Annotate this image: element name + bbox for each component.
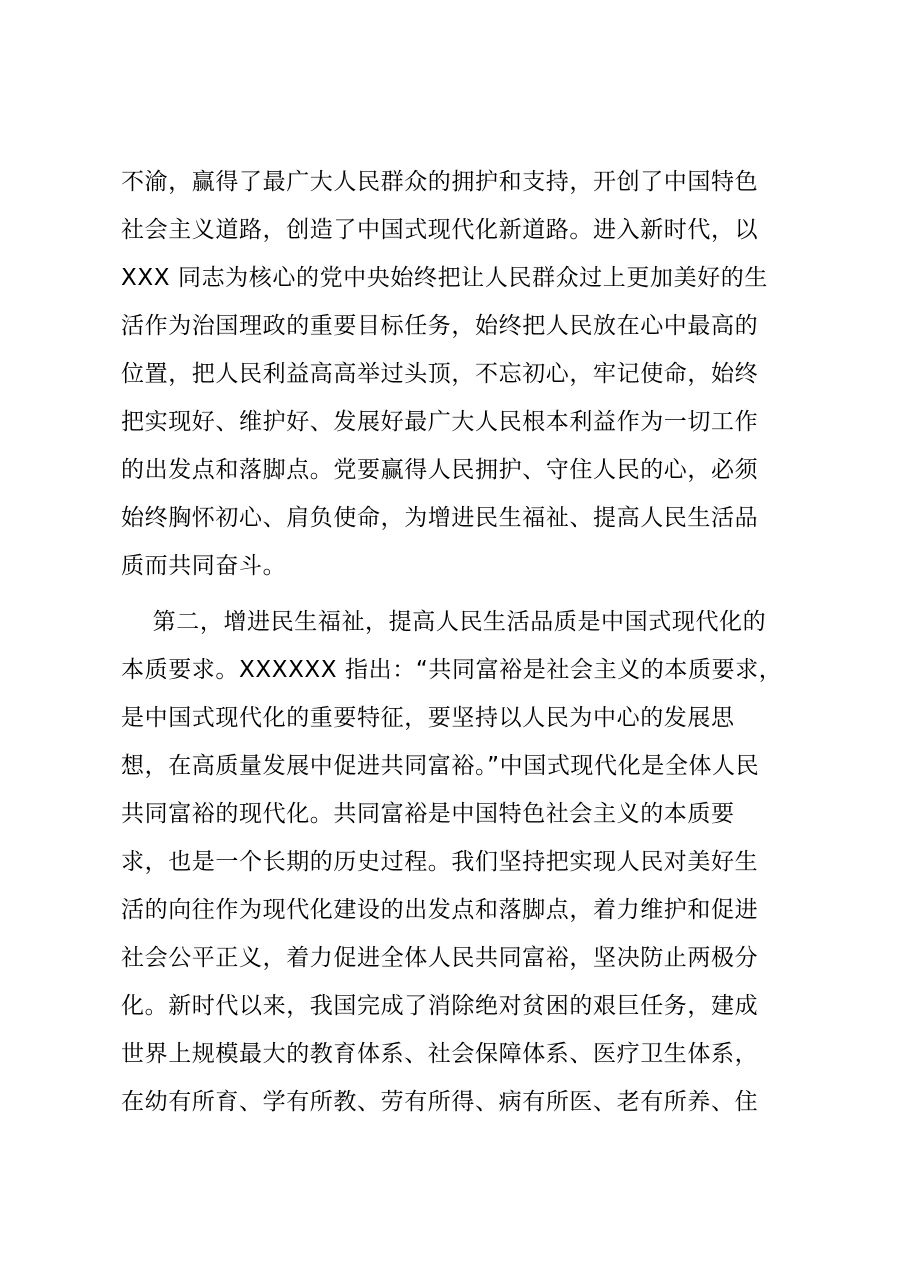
- paragraph-line: 社会公平正义，着力促进全体人民共同富裕，坚决防止两极分: [121, 945, 759, 971]
- paragraph-line: 共同富裕的现代化。共同富裕是中国特色社会主义的本质要: [121, 801, 735, 827]
- paragraph-2: [121, 598, 797, 1126]
- paragraph-line: 不渝，赢得了最广大人民群众的拥护和支持，开创了中国特色: [121, 169, 759, 195]
- paragraph-line: 本质要求。XXXXXX 指出：“共同富裕是社会主义的本质要求，: [121, 657, 783, 683]
- paragraph-line: 求，也是一个长期的历史过程。我们坚持把实现人民对美好生: [121, 849, 759, 875]
- paragraph-line: 始终胸怀初心、肩负使命，为增进民生福祉、提高人民生活品: [121, 505, 759, 531]
- paragraph-line: 社会主义道路，创造了中国式现代化新道路。进入新时代，以: [121, 217, 759, 243]
- paragraph-line: 活作为治国理政的重要目标任务，始终把人民放在心中最高的: [121, 313, 759, 339]
- paragraph-line: 在幼有所育、学有所教、劳有所得、病有所医、老有所养、住: [121, 1089, 759, 1115]
- paragraph-1: [121, 158, 797, 590]
- paragraph-line: 活的向往作为现代化建设的出发点和落脚点，着力维护和促进: [121, 897, 759, 923]
- paragraph-line: 是中国式现代化的重要特征，要坚持以人民为中心的发展思: [121, 705, 735, 731]
- paragraph-line: 把实现好、维护好、发展好最广大人民根本利益作为一切工作: [121, 409, 759, 435]
- paragraph-line: 化。新时代以来，我国完成了消除绝对贫困的艰巨任务，建成: [121, 993, 759, 1019]
- paragraph-line: 质而共同奋斗。: [121, 553, 287, 579]
- paragraph-line: 第二，增进民生福祉，提高人民生活品质是中国式现代化的: [121, 609, 767, 635]
- paragraph-line: 世界上规模最大的教育体系、社会保障体系、医疗卫生体系，: [121, 1041, 759, 1067]
- paragraph-line: 的出发点和落脚点。党要赢得人民拥护、守住人民的心，必须: [121, 457, 759, 483]
- paragraph-line: 想，在高质量发展中促进共同富裕。”中国式现代化是全体人民: [121, 753, 760, 779]
- paragraph-line: 位置，把人民利益高高举过头顶，不忘初心，牢记使命，始终: [121, 361, 759, 387]
- paragraph-line: XXX 同志为核心的党中央始终把让人民群众过上更加美好的生: [121, 265, 768, 291]
